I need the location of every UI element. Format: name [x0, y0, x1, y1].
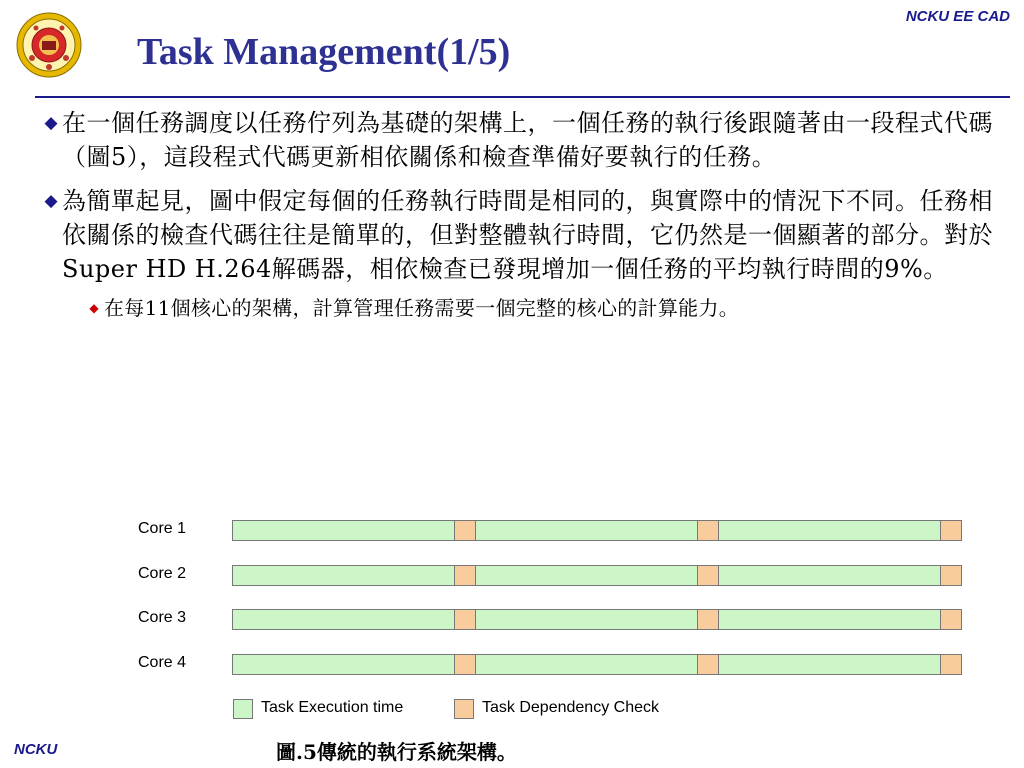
slide-content: [40, 106, 1000, 322]
legend-exec-label: Task Execution time: [261, 699, 404, 716]
core-label: Core 3: [138, 609, 187, 626]
diamond-bullet-icon: ◆: [44, 191, 58, 211]
university-seal-logo: [16, 12, 82, 78]
exec-segment: [232, 654, 455, 675]
small-diamond-bullet-icon: ◆: [89, 301, 99, 315]
exec-segment: [475, 654, 698, 675]
check-segment: [940, 520, 962, 541]
check-segment: [697, 654, 719, 675]
exec-segment: [718, 520, 941, 541]
sub-bullet-item: [84, 294, 1000, 322]
core-track: [232, 520, 962, 541]
exec-segment: [718, 654, 941, 675]
exec-segment: [232, 520, 455, 541]
exec-segment: [475, 609, 698, 630]
legend-check-swatch: [454, 699, 474, 719]
exec-segment: [232, 609, 455, 630]
core-track: [232, 654, 962, 675]
exec-segment: [718, 609, 941, 630]
core-label: Core 1: [138, 520, 187, 537]
exec-segment: [475, 520, 698, 541]
check-segment: [454, 654, 476, 675]
check-segment: [940, 609, 962, 630]
exec-segment: [232, 565, 455, 586]
core-label: Core 2: [138, 565, 187, 582]
check-segment: [697, 520, 719, 541]
legend-exec-swatch: [233, 699, 253, 719]
check-segment: [697, 609, 719, 630]
check-segment: [454, 520, 476, 541]
exec-segment: [475, 565, 698, 586]
bullet-text: 為簡單起見，圖中假定每個的任務執行時間是相同的，與實際中的情況下不同。任務相依關係的檢查代碼往往是簡單的，但對整體執行時間，它仍然是一個顯著的部分。對於Super HD H.264解碼器，相依檢查已發現增加一個任務的平均執行時間的9%。: [62, 187, 993, 283]
title-divider: [35, 96, 1010, 98]
bullet-item: [40, 106, 1000, 174]
core-label: Core 4: [138, 654, 187, 671]
org-tag: NCKU EE CAD: [905, 8, 1010, 25]
check-segment: [454, 565, 476, 586]
slide-title: Task Management(1/5): [137, 31, 511, 73]
sub-bullet-text: 在每11個核心的架構，計算管理任務需要一個完整的核心的計算能力。: [104, 296, 740, 320]
bullet-item: [40, 184, 1000, 286]
check-segment: [940, 565, 962, 586]
check-segment: [697, 565, 719, 586]
check-segment: [940, 654, 962, 675]
bullet-text: 在一個任務調度以任務佇列為基礎的架構上，一個任務的執行後跟隨著由一段程式代碼（圖5），這段程式代碼更新相依關係和檢查準備好要執行的任務。: [62, 109, 993, 171]
diamond-bullet-icon: ◆: [44, 113, 58, 133]
core-track: [232, 609, 962, 630]
core-track: [232, 565, 962, 586]
legend-check-label: Task Dependency Check: [482, 699, 659, 716]
exec-segment: [718, 565, 941, 586]
figure-caption: 圖.5傳統的執行系統架構。: [276, 740, 517, 764]
check-segment: [454, 609, 476, 630]
footer-label: NCKU: [14, 741, 58, 758]
